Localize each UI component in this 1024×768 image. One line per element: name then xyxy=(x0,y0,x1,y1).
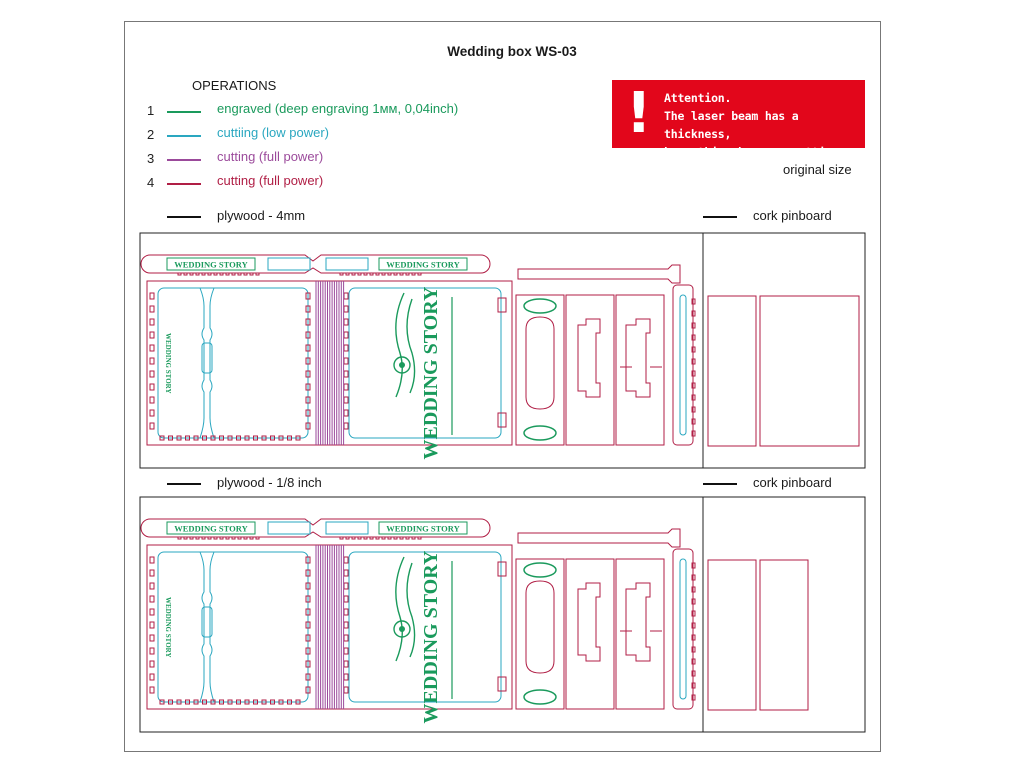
ornament-rose-center xyxy=(399,626,405,632)
latch-slot xyxy=(498,413,506,427)
clip-slot xyxy=(680,559,686,699)
left-page xyxy=(158,288,308,438)
slot xyxy=(150,596,154,602)
cork-panel xyxy=(760,296,859,446)
tooth xyxy=(256,273,259,275)
slot xyxy=(344,622,348,628)
tooth xyxy=(184,273,187,275)
tooth xyxy=(190,537,193,539)
slot xyxy=(150,609,154,615)
slot xyxy=(150,358,154,364)
tooth xyxy=(256,537,259,539)
label-engraving: WEDDING STORY xyxy=(386,523,460,534)
tooth xyxy=(196,273,199,275)
tooth xyxy=(400,537,403,539)
tooth xyxy=(226,537,229,539)
tooth xyxy=(202,537,205,539)
tooth xyxy=(184,537,187,539)
tooth xyxy=(388,537,391,539)
slot xyxy=(150,397,154,403)
side-window xyxy=(526,581,554,673)
operation-number: 2 xyxy=(147,127,155,142)
clip-strip xyxy=(673,285,693,445)
tooth xyxy=(346,537,349,539)
tooth xyxy=(358,273,361,275)
tooth xyxy=(400,273,403,275)
tooth xyxy=(340,537,343,539)
tooth xyxy=(226,273,229,275)
tooth xyxy=(214,537,217,539)
label-engraving: WEDDING STORY xyxy=(174,259,248,270)
slot xyxy=(150,674,154,680)
side-flourish xyxy=(524,563,556,577)
side-flourish xyxy=(524,690,556,704)
slot xyxy=(344,423,348,429)
attention-line-1: Attention. xyxy=(664,91,732,105)
ornament-rose-center xyxy=(399,362,405,368)
left-page xyxy=(158,552,308,702)
slot xyxy=(344,596,348,602)
tooth xyxy=(208,537,211,539)
cork-panel xyxy=(708,560,756,710)
label-slot xyxy=(268,258,310,270)
attention-line-3: keep this when you cutting plywood. xyxy=(664,145,839,177)
attention-line-2: The laser beam has a thickness, xyxy=(664,109,799,141)
latch-slot xyxy=(498,562,506,576)
label-slot xyxy=(326,522,368,534)
material-text: plywood - 4mm xyxy=(217,208,306,223)
slot xyxy=(344,332,348,338)
slot xyxy=(150,648,154,654)
slot xyxy=(344,687,348,693)
end-cutout xyxy=(626,319,650,397)
slot xyxy=(344,635,348,641)
operations-heading: OPERATIONS xyxy=(192,78,277,93)
slot xyxy=(344,583,348,589)
material-text: plywood - 1/8 inch xyxy=(217,475,322,490)
side-flourish xyxy=(524,426,556,440)
slot xyxy=(344,410,348,416)
tooth xyxy=(418,537,421,539)
end-cutout xyxy=(578,319,600,397)
end-panel xyxy=(616,559,664,709)
tooth xyxy=(178,273,181,275)
tooth xyxy=(412,537,415,539)
side-window xyxy=(526,317,554,409)
tooth xyxy=(238,537,241,539)
side-flourish xyxy=(524,299,556,313)
tooth xyxy=(238,273,241,275)
tooth xyxy=(382,537,385,539)
original-size-label: original size xyxy=(783,162,852,177)
slot xyxy=(344,358,348,364)
tooth xyxy=(340,273,343,275)
tooth xyxy=(352,273,355,275)
tooth xyxy=(220,273,223,275)
slot xyxy=(150,293,154,299)
tooth xyxy=(388,273,391,275)
slot xyxy=(344,661,348,667)
spine-engraving: WEDDING STORY xyxy=(164,333,172,394)
end-panel xyxy=(616,295,664,445)
slot xyxy=(344,397,348,403)
cork-panel xyxy=(708,296,756,446)
tooth xyxy=(418,273,421,275)
tooth xyxy=(412,273,415,275)
operation-number: 3 xyxy=(147,151,155,166)
operation-label: cuttiing (low power) xyxy=(217,125,329,140)
tooth xyxy=(394,537,397,539)
tooth xyxy=(244,537,247,539)
operation-label: cutting (full power) xyxy=(217,173,324,188)
tooth xyxy=(214,273,217,275)
slot xyxy=(150,332,154,338)
tooth xyxy=(244,273,247,275)
ornament xyxy=(396,557,415,661)
tooth xyxy=(346,273,349,275)
cover-engraving: WEDDING STORY xyxy=(420,550,442,724)
slot xyxy=(150,622,154,628)
slot xyxy=(150,319,154,325)
operation-number: 4 xyxy=(147,175,155,190)
latch-slot xyxy=(498,298,506,312)
slot xyxy=(150,661,154,667)
slot xyxy=(344,609,348,615)
tooth xyxy=(196,537,199,539)
tooth xyxy=(382,273,385,275)
slot xyxy=(150,410,154,416)
slot xyxy=(344,648,348,654)
tooth xyxy=(370,273,373,275)
end-cutout xyxy=(578,583,600,661)
cover-engraving: WEDDING STORY xyxy=(420,286,442,460)
end-cutout xyxy=(626,583,650,661)
operation-number: 1 xyxy=(147,103,155,118)
slot xyxy=(344,570,348,576)
tooth xyxy=(178,537,181,539)
tooth xyxy=(220,537,223,539)
slot xyxy=(344,293,348,299)
tooth xyxy=(364,273,367,275)
slot xyxy=(344,384,348,390)
slot xyxy=(344,319,348,325)
slot xyxy=(150,384,154,390)
tooth xyxy=(208,273,211,275)
latch-slot xyxy=(498,677,506,691)
tooth xyxy=(232,273,235,275)
tooth xyxy=(376,537,379,539)
slot xyxy=(150,423,154,429)
slot xyxy=(150,635,154,641)
label-engraving: WEDDING STORY xyxy=(174,523,248,534)
tooth xyxy=(358,537,361,539)
tooth xyxy=(376,273,379,275)
operation-label: engraved (deep engraving 1мм, 0,04inch) xyxy=(217,101,459,116)
tooth xyxy=(364,537,367,539)
slot xyxy=(150,306,154,312)
slot xyxy=(344,557,348,563)
slot xyxy=(150,371,154,377)
slot xyxy=(150,583,154,589)
tooth xyxy=(406,273,409,275)
cork-text: cork pinboard xyxy=(753,208,832,223)
page-title: Wedding box WS-03 xyxy=(447,44,577,59)
tooth xyxy=(352,537,355,539)
tooth xyxy=(370,537,373,539)
cork-panel xyxy=(760,560,808,710)
label-slot xyxy=(268,522,310,534)
box-lid-strip xyxy=(518,265,680,283)
slot xyxy=(150,687,154,693)
box-lid-strip xyxy=(518,529,680,547)
clip-slot xyxy=(680,295,686,435)
label-engraving: WEDDING STORY xyxy=(386,259,460,270)
operation-label: cutting (full power) xyxy=(217,149,324,164)
tooth xyxy=(250,273,253,275)
end-panel xyxy=(566,559,614,709)
slot xyxy=(344,306,348,312)
slot xyxy=(150,570,154,576)
clip-strip xyxy=(673,549,693,709)
tooth xyxy=(202,273,205,275)
tooth xyxy=(190,273,193,275)
spine-engraving: WEDDING STORY xyxy=(164,597,172,658)
slot xyxy=(150,557,154,563)
slot xyxy=(344,674,348,680)
cork-text: cork pinboard xyxy=(753,475,832,490)
tooth xyxy=(232,537,235,539)
exclamation-icon: ! xyxy=(626,81,652,146)
slot xyxy=(344,371,348,377)
end-panel xyxy=(566,295,614,445)
tooth xyxy=(406,537,409,539)
ornament xyxy=(396,293,415,397)
slot xyxy=(344,345,348,351)
tooth xyxy=(394,273,397,275)
slot xyxy=(150,345,154,351)
tooth xyxy=(250,537,253,539)
label-slot xyxy=(326,258,368,270)
